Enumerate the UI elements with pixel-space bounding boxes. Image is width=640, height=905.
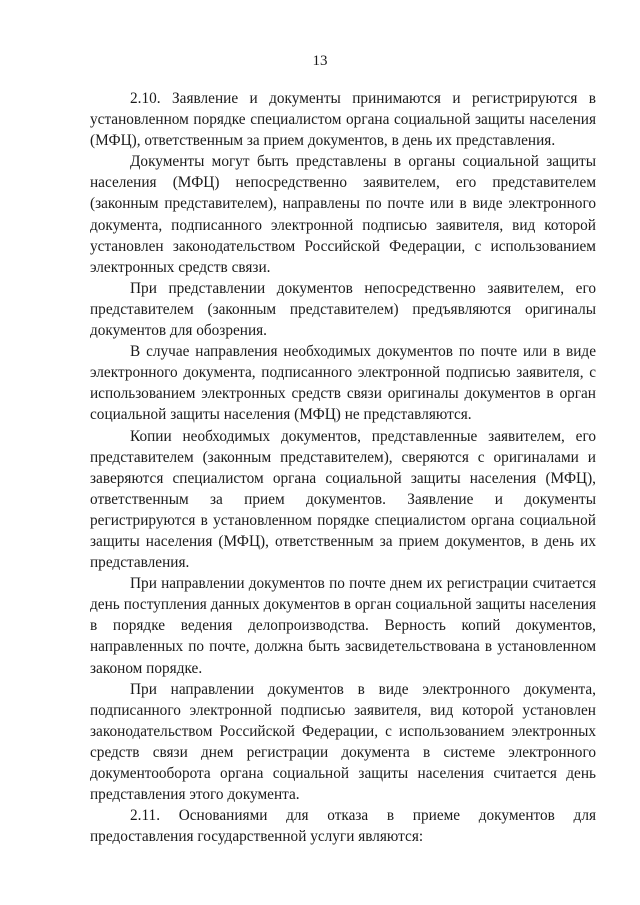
paragraph-electronic-registration: При направлении документов в виде электронного документа, подписанного электронной подписью заявителя, вид которой установлен законодательством Российской Федерации, с использованием электронных средств связи днем регистрации документа в системе электронного документооборота органа социальной защиты населения считается день представления этого документа.	[90, 680, 596, 804]
page-number: 13	[312, 53, 328, 69]
paragraph-2-11: 2.11. Основаниями для отказа в приеме документов для предоставления государственной услуги являются:	[90, 807, 596, 846]
paragraph-copies-verification: Копии необходимых документов, представленные заявителем, его представителем (законным представителем), сверяются с оригиналами и заверяются специалистом органа социальной защиты населения (МФЦ), ответственным за прием документов. Заявление и документы регистрируются в установленном порядке специалистом органа социальной защиты населения (МФЦ), ответственным за прием документов, в день их представления.	[90, 427, 596, 572]
paragraph-mail-registration: При направлении документов по почте днем их регистрации считается день поступления данных документов в орган социальной защиты населения в порядке ведения делопроизводства. Верность копий документов, направленных по почте, должна быть засвидетельствована в установленном законом порядке.	[90, 575, 596, 677]
paragraph-2-10: 2.10. Заявление и документы принимаются и регистрируются в установленном порядке специалистом органа социальной защиты населения (МФЦ), ответственным за прием документов, в день их представления.	[90, 90, 596, 150]
paragraph-submission-methods: Документы могут быть представлены в органы социальной защиты населения (МФЦ) непосредственно заявителем, его представителем (законным представителем), направлены по почте или в виде электронного документа, подписанного электронной подписью заявителя, вид которой установлен законодательством Российской Федерации, с использованием электронных средств связи.	[90, 153, 596, 276]
paragraph-mail-electronic: В случае направления необходимых документов по почте или в виде электронного документа, подписанного электронной подписью заявителя, с использованием электронных средств связи оригиналы документов в орган социальной защиты населения (МФЦ) не представляются.	[90, 343, 596, 424]
document-body	[90, 88, 596, 847]
paragraph-originals-presentation: При представлении документов непосредственно заявителем, его представителем (законным представителем) предъявляются оригиналы документов для обозрения.	[90, 279, 596, 340]
